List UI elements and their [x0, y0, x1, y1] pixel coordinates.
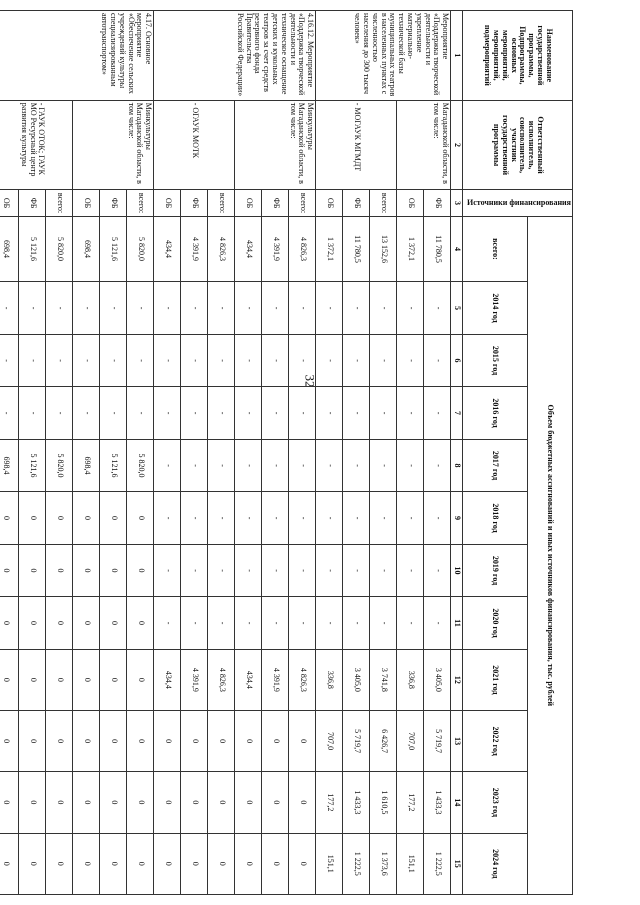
amount-cell: 707,0 — [397, 711, 424, 772]
amount-cell: - — [100, 334, 127, 387]
amount-cell: 0 — [289, 833, 316, 894]
amount-cell: 1 372,1 — [397, 216, 424, 282]
amount-cell: 1 373,6 — [370, 833, 397, 894]
column-number-cell: 2 — [451, 100, 463, 190]
rotated-page-area — [1, 10, 573, 895]
header-year-cell: 2018 год — [463, 492, 528, 545]
amount-cell: 151,1 — [397, 833, 424, 894]
amount-cell: 5 719,7 — [424, 711, 451, 772]
amount-cell: 707,0 — [316, 711, 343, 772]
column-number-cell: 11 — [451, 597, 463, 650]
amount-cell: - — [424, 282, 451, 335]
amount-cell: 434,4 — [235, 649, 262, 710]
amount-cell: - — [235, 597, 262, 650]
amount-cell: - — [154, 439, 181, 492]
amount-cell: - — [397, 597, 424, 650]
header-volume-cell: Объем бюджетных ассигнований и иных источников финансирования, тыс. рублей — [527, 216, 572, 894]
header-year-cell: 2022 год — [463, 711, 528, 772]
amount-cell: 6 426,7 — [370, 711, 397, 772]
amount-cell: - — [181, 544, 208, 597]
amount-cell: - — [370, 544, 397, 597]
header-year-cell: 2017 год — [463, 439, 528, 492]
responsible-cell: Магаданской области, в том числе: — [397, 100, 451, 190]
amount-cell: 0 — [73, 544, 100, 597]
amount-cell: - — [154, 387, 181, 440]
amount-cell: 698,4 — [0, 439, 19, 492]
amount-cell: 3 405,0 — [343, 649, 370, 710]
amount-cell: - — [262, 387, 289, 440]
amount-cell: - — [343, 492, 370, 545]
column-number-cell: 15 — [451, 833, 463, 894]
amount-cell: - — [235, 439, 262, 492]
amount-cell: - — [73, 387, 100, 440]
source-cell: ФБ — [100, 190, 127, 216]
amount-cell: 0 — [73, 649, 100, 710]
amount-cell: 0 — [46, 597, 73, 650]
amount-cell: - — [208, 282, 235, 335]
amount-cell: 0 — [127, 833, 154, 894]
amount-cell: 5 719,7 — [343, 711, 370, 772]
amount-cell: 0 — [235, 833, 262, 894]
amount-cell: 0 — [73, 833, 100, 894]
header-source-label: Источники финансирования — [467, 197, 571, 207]
responsible-sub-cell: - МОГАУК МГМДТ — [316, 100, 397, 190]
amount-cell: - — [235, 387, 262, 440]
source-cell: ОБ — [73, 190, 100, 216]
amount-cell: - — [181, 492, 208, 545]
amount-cell: 3 741,8 — [370, 649, 397, 710]
table-row — [424, 11, 451, 895]
program-name-cell: 4.16.12. Мероприятие «Поддержка творческой деятельности и техническое оснащение детских и кукольных театров за счет средств резервного фонда Правительства Российской Федерации» — [154, 11, 316, 101]
amount-cell: 1 433,3 — [424, 772, 451, 833]
amount-cell: 0 — [100, 772, 127, 833]
amount-cell: - — [343, 597, 370, 650]
responsible-cell: Минкультуры Магаданской области, в том числе: — [73, 100, 154, 190]
amount-cell: 0 — [262, 711, 289, 772]
source-cell: ОБ — [0, 190, 19, 216]
amount-cell: 5 121,6 — [100, 216, 127, 282]
amount-cell: 4 391,9 — [262, 649, 289, 710]
column-number-cell: 8 — [451, 439, 463, 492]
amount-cell: - — [316, 439, 343, 492]
amount-cell: 0 — [46, 772, 73, 833]
amount-cell: 0 — [73, 772, 100, 833]
column-number-cell: 3 — [451, 190, 463, 216]
amount-cell: 0 — [127, 711, 154, 772]
amount-cell: - — [397, 492, 424, 545]
source-cell: ФБ — [181, 190, 208, 216]
column-number-cell: 6 — [451, 334, 463, 387]
amount-cell: 0 — [127, 772, 154, 833]
amount-cell: 0 — [208, 711, 235, 772]
amount-cell: 5 820,0 — [127, 216, 154, 282]
source-cell: всего: — [127, 190, 154, 216]
amount-cell: 0 — [127, 597, 154, 650]
amount-cell: - — [154, 334, 181, 387]
amount-cell: 0 — [19, 544, 46, 597]
amount-cell: 0 — [154, 833, 181, 894]
amount-cell: - — [181, 282, 208, 335]
amount-cell: 0 — [19, 711, 46, 772]
amount-cell: 0 — [19, 772, 46, 833]
amount-cell: 0 — [73, 597, 100, 650]
amount-cell: - — [289, 544, 316, 597]
amount-cell: - — [289, 597, 316, 650]
amount-cell: 4 391,9 — [181, 216, 208, 282]
amount-cell: 0 — [0, 772, 19, 833]
amount-cell: 0 — [46, 711, 73, 772]
amount-cell: 0 — [19, 597, 46, 650]
amount-cell: 5 121,6 — [19, 439, 46, 492]
header-source-cell — [463, 190, 573, 216]
source-cell: всего: — [289, 190, 316, 216]
amount-cell: 4 826,3 — [289, 216, 316, 282]
amount-cell: 3 405,0 — [424, 649, 451, 710]
amount-cell: 0 — [0, 597, 19, 650]
amount-cell: 5 121,6 — [19, 216, 46, 282]
amount-cell: - — [19, 334, 46, 387]
amount-cell: - — [370, 387, 397, 440]
amount-cell: - — [0, 334, 19, 387]
amount-cell: 13 152,6 — [370, 216, 397, 282]
responsible-sub-cell: - ГАУК ОТОК; ГАУК МО Ресурсный центр развития культуры — [0, 100, 73, 190]
amount-cell: - — [343, 282, 370, 335]
amount-cell: 0 — [127, 649, 154, 710]
amount-cell: 0 — [46, 833, 73, 894]
amount-cell: - — [262, 334, 289, 387]
amount-cell: 1 433,3 — [343, 772, 370, 833]
amount-cell: 0 — [100, 711, 127, 772]
amount-cell: - — [370, 492, 397, 545]
amount-cell: - — [235, 492, 262, 545]
amount-cell: 698,4 — [73, 216, 100, 282]
amount-cell: 0 — [0, 711, 19, 772]
amount-cell: - — [19, 282, 46, 335]
amount-cell: 11 780,5 — [424, 216, 451, 282]
column-number-cell: 1 — [451, 11, 463, 101]
amount-cell: 0 — [100, 544, 127, 597]
source-cell: ФБ — [262, 190, 289, 216]
table-row — [289, 11, 316, 895]
source-cell: всего: — [208, 190, 235, 216]
amount-cell: - — [397, 282, 424, 335]
amount-cell: - — [262, 439, 289, 492]
amount-cell: 4 391,9 — [181, 649, 208, 710]
amount-cell: 151,1 — [316, 833, 343, 894]
amount-cell: - — [316, 544, 343, 597]
amount-cell: - — [289, 439, 316, 492]
amount-cell: - — [262, 597, 289, 650]
amount-cell: - — [19, 387, 46, 440]
source-cell: ОБ — [397, 190, 424, 216]
amount-cell: - — [316, 282, 343, 335]
amount-cell: 1 372,1 — [316, 216, 343, 282]
amount-cell: 0 — [289, 711, 316, 772]
header-year-cell: 2016 год — [463, 387, 528, 440]
source-cell: ОБ — [154, 190, 181, 216]
header-name-cell: Наименование государственной программы, Подпрограммы, основных мероприятий, мероприятий, подмероприятий — [463, 11, 573, 101]
amount-cell: 0 — [19, 649, 46, 710]
amount-cell: - — [316, 334, 343, 387]
responsible-sub-cell: - ОГАУК МОТК — [154, 100, 235, 190]
amount-cell: - — [397, 544, 424, 597]
amount-cell: 0 — [127, 544, 154, 597]
source-cell: ФБ — [424, 190, 451, 216]
amount-cell: 0 — [100, 597, 127, 650]
amount-cell: 0 — [100, 833, 127, 894]
amount-cell: - — [100, 387, 127, 440]
column-number-cell: 7 — [451, 387, 463, 440]
amount-cell: 5 121,6 — [100, 439, 127, 492]
amount-cell: - — [343, 439, 370, 492]
header-total-cell: всего: — [463, 216, 528, 282]
amount-cell: - — [208, 334, 235, 387]
amount-cell: 11 780,5 — [343, 216, 370, 282]
amount-cell: - — [208, 597, 235, 650]
amount-cell: 0 — [289, 772, 316, 833]
amount-cell: - — [46, 282, 73, 335]
amount-cell: - — [424, 387, 451, 440]
amount-cell: 0 — [181, 711, 208, 772]
amount-cell: 5 820,0 — [127, 439, 154, 492]
amount-cell: 0 — [19, 833, 46, 894]
amount-cell: 0 — [73, 492, 100, 545]
amount-cell: - — [154, 597, 181, 650]
amount-cell: 4 826,3 — [208, 216, 235, 282]
amount-cell: - — [424, 544, 451, 597]
amount-cell: - — [343, 544, 370, 597]
amount-cell: - — [424, 597, 451, 650]
amount-cell: 5 820,0 — [46, 216, 73, 282]
amount-cell: - — [181, 439, 208, 492]
amount-cell: 5 820,0 — [46, 439, 73, 492]
column-number-cell: 12 — [451, 649, 463, 710]
column-number-cell: 9 — [451, 492, 463, 545]
amount-cell: - — [289, 282, 316, 335]
amount-cell: 4 391,9 — [262, 216, 289, 282]
amount-cell: - — [343, 387, 370, 440]
amount-cell: - — [208, 544, 235, 597]
amount-cell: - — [235, 544, 262, 597]
amount-cell: - — [127, 387, 154, 440]
page-number: 32 — [302, 374, 318, 388]
amount-cell: - — [154, 544, 181, 597]
amount-cell: - — [181, 334, 208, 387]
amount-cell: 0 — [154, 711, 181, 772]
amount-cell: - — [181, 597, 208, 650]
source-cell: всего: — [370, 190, 397, 216]
amount-cell: - — [208, 492, 235, 545]
amount-cell: 0 — [208, 833, 235, 894]
table-row — [370, 11, 397, 895]
amount-cell: 0 — [0, 492, 19, 545]
amount-cell: 698,4 — [0, 216, 19, 282]
amount-cell: 0 — [73, 711, 100, 772]
amount-cell: - — [154, 492, 181, 545]
source-cell: ФБ — [19, 190, 46, 216]
table-row — [127, 11, 154, 895]
amount-cell: - — [316, 597, 343, 650]
amount-cell: - — [208, 387, 235, 440]
amount-cell: - — [397, 334, 424, 387]
header-year-cell: 2023 год — [463, 772, 528, 833]
source-cell: ОБ — [316, 190, 343, 216]
amount-cell: 0 — [262, 772, 289, 833]
header-responsible-cell: Ответственный исполнитель, соисполнитель, участник государственной программы — [463, 100, 573, 190]
amount-cell: 336,8 — [397, 649, 424, 710]
amount-cell: 0 — [0, 544, 19, 597]
amount-cell: - — [424, 439, 451, 492]
header-year-cell: 2021 год — [463, 649, 528, 710]
amount-cell: - — [0, 387, 19, 440]
amount-cell: - — [46, 334, 73, 387]
amount-cell: - — [370, 334, 397, 387]
amount-cell: 0 — [46, 492, 73, 545]
amount-cell: - — [181, 387, 208, 440]
amount-cell: 1 222,5 — [343, 833, 370, 894]
amount-cell: 0 — [0, 833, 19, 894]
amount-cell: - — [73, 282, 100, 335]
column-number-cell: 14 — [451, 772, 463, 833]
amount-cell: 177,2 — [397, 772, 424, 833]
column-number-cell: 5 — [451, 282, 463, 335]
program-name-cell: 4.17. Основное мероприятие «Обеспечение сельских учреждений культуры специализированным автотранспортом» — [0, 11, 154, 101]
financing-table — [0, 10, 573, 895]
amount-cell: - — [262, 282, 289, 335]
amount-cell: 434,4 — [154, 216, 181, 282]
program-name-cell: Мероприятие «Поддержка творческой деятельности и укрепление материально-технической базы муниципальных театров в населенных пунктах с численностью населения до 300 тысяч человек» — [316, 11, 451, 101]
column-number-cell: 10 — [451, 544, 463, 597]
amount-cell: - — [289, 334, 316, 387]
amount-cell: 0 — [127, 492, 154, 545]
header-year-cell: 2020 год — [463, 597, 528, 650]
amount-cell: 0 — [46, 649, 73, 710]
amount-cell: 698,4 — [73, 439, 100, 492]
amount-cell: - — [343, 334, 370, 387]
amount-cell: 1 610,5 — [370, 772, 397, 833]
amount-cell: 0 — [235, 711, 262, 772]
amount-cell: - — [127, 334, 154, 387]
responsible-cell: Минкультуры Магаданской области, в том числе: — [235, 100, 316, 190]
header-year-cell: 2014 год — [463, 282, 528, 335]
amount-cell: 434,4 — [235, 216, 262, 282]
amount-cell: 0 — [262, 833, 289, 894]
amount-cell: 0 — [154, 772, 181, 833]
amount-cell: 4 826,3 — [289, 649, 316, 710]
amount-cell: - — [46, 387, 73, 440]
amount-cell: 434,4 — [154, 649, 181, 710]
amount-cell: 177,2 — [316, 772, 343, 833]
amount-cell: 0 — [0, 649, 19, 710]
amount-cell: - — [370, 282, 397, 335]
amount-cell: 0 — [19, 492, 46, 545]
amount-cell: - — [262, 492, 289, 545]
amount-cell: 0 — [181, 772, 208, 833]
source-cell: ОБ — [235, 190, 262, 216]
amount-cell: 0 — [235, 772, 262, 833]
header-year-cell: 2024 год — [463, 833, 528, 894]
amount-cell: - — [73, 334, 100, 387]
header-year-cell: 2015 год — [463, 334, 528, 387]
amount-cell: 0 — [100, 492, 127, 545]
amount-cell: - — [127, 282, 154, 335]
amount-cell: - — [208, 439, 235, 492]
table-row — [46, 11, 73, 895]
amount-cell: - — [370, 439, 397, 492]
amount-cell: - — [235, 334, 262, 387]
amount-cell: - — [0, 282, 19, 335]
amount-cell: 4 826,3 — [208, 649, 235, 710]
amount-cell: - — [262, 544, 289, 597]
amount-cell: - — [424, 334, 451, 387]
amount-cell: - — [289, 492, 316, 545]
amount-cell: - — [235, 282, 262, 335]
amount-cell: - — [289, 387, 316, 440]
amount-cell: - — [397, 387, 424, 440]
amount-cell: - — [424, 492, 451, 545]
amount-cell: 0 — [46, 544, 73, 597]
amount-cell: - — [316, 492, 343, 545]
amount-cell: - — [154, 282, 181, 335]
amount-cell: 0 — [100, 649, 127, 710]
amount-cell: 0 — [208, 772, 235, 833]
column-number-cell: 4 — [451, 216, 463, 282]
amount-cell: 0 — [181, 833, 208, 894]
table-row — [208, 11, 235, 895]
amount-cell: 336,8 — [316, 649, 343, 710]
amount-cell: - — [316, 387, 343, 440]
header-year-cell: 2019 год — [463, 544, 528, 597]
amount-cell: - — [397, 439, 424, 492]
amount-cell: - — [370, 597, 397, 650]
amount-cell: 1 222,5 — [424, 833, 451, 894]
column-number-cell: 13 — [451, 711, 463, 772]
source-cell: ФБ — [343, 190, 370, 216]
source-cell: всего: — [46, 190, 73, 216]
amount-cell: - — [100, 282, 127, 335]
